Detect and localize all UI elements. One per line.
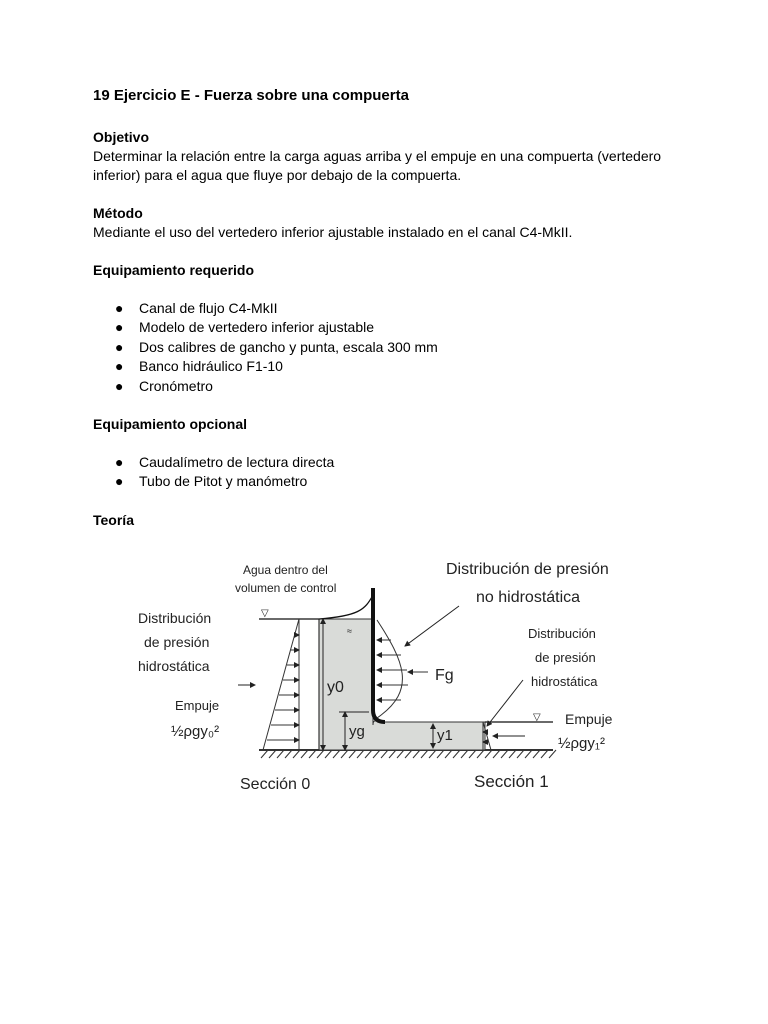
label-y0: y0 xyxy=(327,679,344,696)
label-seccion-1: Sección 1 xyxy=(474,772,549,791)
list-item: ● Tubo de Pitot y manómetro xyxy=(115,473,308,490)
list-item: ● Banco hidráulico F1-10 xyxy=(115,358,283,375)
label-empuje-right: Empuje xyxy=(565,711,613,727)
bed-hatch-line xyxy=(381,750,388,758)
label-nohidro-1: Distribución de presión xyxy=(446,561,609,578)
bed-hatch-line xyxy=(501,750,508,758)
objetivo-heading: Objetivo xyxy=(93,129,150,145)
list-item: ● Caudalímetro de lectura directa xyxy=(115,454,335,471)
label-fg: Fg xyxy=(435,667,454,684)
bed-hatch-line xyxy=(261,750,268,758)
bed-hatch-line xyxy=(373,750,380,758)
equipamiento-requerido-heading: Equipamiento requerido xyxy=(93,262,255,278)
label-seccion-0: Sección 0 xyxy=(240,776,311,793)
bed-hatch-line xyxy=(469,750,476,758)
bed-hatch-line xyxy=(325,750,332,758)
label-formula-right: ½ρgy₁² xyxy=(558,735,605,752)
metodo-text: Mediante el uso del vertedero inferior ajustable instalado en el canal C4-MkII. xyxy=(93,224,573,240)
label-formula-left: ½ρgy₀² xyxy=(171,723,220,740)
list-item: ● Cronómetro xyxy=(115,377,213,394)
bed-hatch-line xyxy=(533,750,540,758)
label-agua-1: Agua dentro del xyxy=(243,563,328,577)
document-title: 19 Ejercicio E - Fuerza sobre una compuerta xyxy=(93,87,409,104)
objetivo-text: Determinar la relación entre la carga aguas arriba y el empuje en una compuerta (vertedero inferior) para el agua que fluye por debajo de la compuerta. xyxy=(93,148,662,183)
bed-hatch-line xyxy=(405,750,412,758)
bed-hatch-line xyxy=(365,750,372,758)
label-hidro-left-3: hidrostática xyxy=(138,658,210,674)
bed-hatch-line xyxy=(301,750,308,758)
channel-bed xyxy=(259,750,556,758)
bed-hatch-line xyxy=(517,750,524,758)
label-agua-2: volumen de control xyxy=(235,581,337,595)
bed-hatch-line xyxy=(421,750,428,758)
bed-hatch-line xyxy=(453,750,460,758)
bed-hatch-line xyxy=(333,750,340,758)
label-empuje-left: Empuje xyxy=(175,698,220,713)
bed-hatch-line xyxy=(285,750,292,758)
label-approx: ≈ xyxy=(347,626,352,636)
equipamiento-requerido-list xyxy=(93,299,693,396)
label-hidro-left-1: Distribución xyxy=(138,610,212,626)
label-hidro-left-2: de presión xyxy=(144,634,210,650)
label-hidro-right-3: hidrostática xyxy=(531,674,598,689)
label-hidro-right-1: Distribución xyxy=(528,626,596,641)
bed-hatch-line xyxy=(397,750,404,758)
bed-hatch-line xyxy=(429,750,436,758)
hydrostatic-left xyxy=(263,619,299,750)
bed-hatch-line xyxy=(341,750,348,758)
bed-hatch-line xyxy=(309,750,316,758)
bed-hatch-line xyxy=(485,750,492,758)
sluice-gate-figure xyxy=(133,550,653,800)
list-item: ● Canal de flujo C4-MkII xyxy=(115,300,278,316)
bed-hatch-line xyxy=(349,750,356,758)
bed-hatch-line xyxy=(445,750,452,758)
bed-hatch-line xyxy=(541,750,548,758)
water-surface-icon: ▽ xyxy=(533,712,541,723)
bed-hatch-line xyxy=(293,750,300,758)
bed-hatch-line xyxy=(437,750,444,758)
bed-hatch-line xyxy=(269,750,276,758)
metodo-heading: Método xyxy=(93,205,143,221)
bed-hatch-line xyxy=(461,750,468,758)
label-y1: y1 xyxy=(437,727,453,744)
teoria-heading: Teoría xyxy=(93,511,134,528)
water-surface-icon: ▽ xyxy=(261,608,269,619)
label-nohidro-2: no hidrostática xyxy=(476,589,581,606)
bed-hatch-line xyxy=(357,750,364,758)
bed-hatch-line xyxy=(549,750,556,758)
bed-hatch-line xyxy=(477,750,484,758)
bed-hatch-line xyxy=(413,750,420,758)
bed-hatch-line xyxy=(525,750,532,758)
equipamiento-opcional-list xyxy=(93,453,693,492)
document-page xyxy=(93,86,693,530)
bed-hatch-line xyxy=(493,750,500,758)
bed-hatch-line xyxy=(389,750,396,758)
sluice-gate-diagram xyxy=(133,550,653,800)
list-item: ● Dos calibres de gancho y punta, escala 300 mm xyxy=(115,338,438,355)
label-yg: yg xyxy=(349,723,365,740)
equipamiento-opcional-heading: Equipamiento opcional xyxy=(93,416,248,433)
list-item: ● Modelo de vertedero inferior ajustable xyxy=(115,319,375,336)
bed-hatch-line xyxy=(509,750,516,758)
bed-hatch-line xyxy=(277,750,284,758)
bed-hatch-line xyxy=(317,750,324,758)
label-hidro-right-2: de presión xyxy=(535,650,596,665)
